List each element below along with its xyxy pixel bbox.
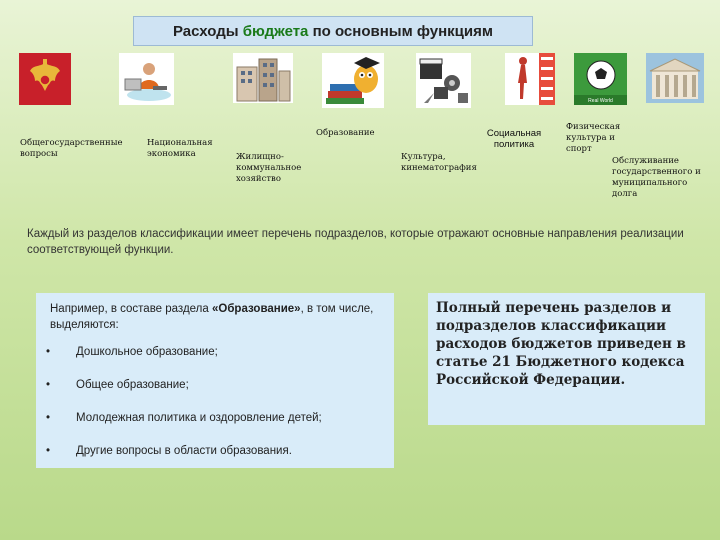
list-item: [46, 345, 384, 359]
category-general: Общегосударственные вопросы: [20, 138, 123, 159]
example-intro-start: Например, в составе раздела: [50, 303, 212, 315]
list-item-text: Общее образование;: [76, 379, 189, 391]
economy-worker-icon: [119, 53, 174, 105]
note-box: Полный перечень разделов и подразделов классификации расходов бюджетов приведен в статье 21 Бюджетного кодекса Российской Федерации.: [428, 293, 705, 425]
soccer-ball-icon: [574, 53, 627, 105]
category-social: Социальная политика: [486, 128, 542, 150]
bullet: •: [46, 412, 51, 424]
example-intro: [50, 301, 384, 333]
list-item-text: Дошкольное образование;: [76, 346, 218, 358]
sport-icon-caption: Real World: [588, 98, 613, 104]
list-item: [46, 411, 384, 425]
title-text-start: Расходы: [173, 22, 243, 40]
category-education: Образование: [316, 128, 375, 138]
list-item-text: Молодежная политика и оздоровление детей;: [76, 412, 322, 424]
category-culture: Культура, кинематография: [401, 152, 477, 173]
example-intro-end: , в том числе, выделяются:: [50, 303, 374, 331]
coat-of-arms-icon: [19, 53, 71, 105]
debt-building-icon: [646, 53, 704, 103]
page-title: [133, 16, 533, 46]
category-economy: Национальная экономика: [147, 138, 213, 159]
category-sport: Физическая культура и спорт: [566, 122, 621, 154]
example-box: [36, 293, 394, 468]
title-text-end: по основным функциям: [308, 22, 493, 40]
social-policy-icon: [505, 53, 555, 105]
bullet: •: [46, 445, 51, 457]
education-books-icon: [322, 53, 384, 108]
title-text-accent: бюджета: [242, 22, 309, 40]
list-item: [46, 444, 384, 458]
category-housing: Жилищно-коммунальное хозяйство: [236, 152, 302, 184]
culture-film-icon: [416, 53, 471, 108]
bullet: •: [46, 379, 51, 391]
category-debt: Обслуживание государственного и муниципального долга: [612, 156, 701, 199]
description-text: Каждый из разделов классификации имеет перечень подразделов, которые отражают основные направления реализации соответствующей функции.: [27, 228, 684, 256]
list-item: [46, 378, 384, 392]
example-list: [46, 345, 384, 458]
bullet: •: [46, 346, 51, 358]
list-item-text: Другие вопросы в области образования.: [76, 445, 292, 457]
housing-building-icon: [233, 53, 293, 103]
example-intro-bold: «Образование»: [211, 303, 301, 315]
